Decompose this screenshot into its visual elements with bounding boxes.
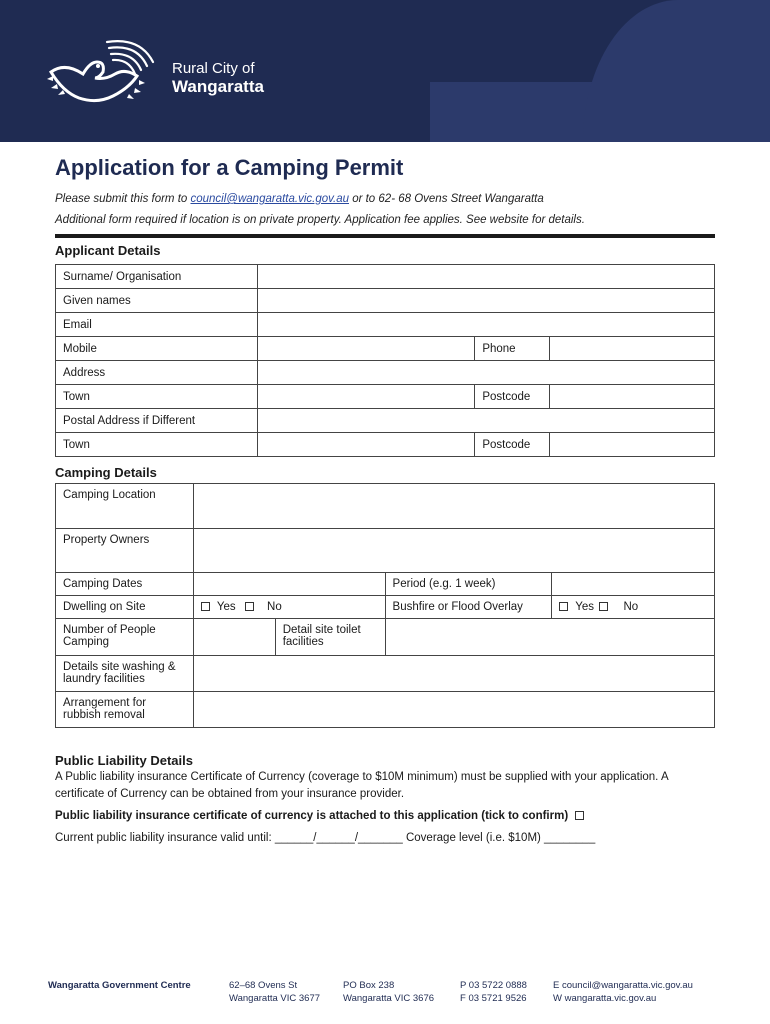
email-field[interactable] [257, 313, 714, 337]
camping-heading: Camping Details [55, 465, 157, 480]
table-row [56, 337, 715, 361]
footer-addr-line2: Wangaratta VIC 3677 [229, 993, 321, 1004]
overlay-yes-label: Yes [575, 601, 595, 613]
footer-addr-line1: 62–68 Ovens St [229, 980, 298, 991]
footer-address [229, 979, 320, 1005]
footer-fax: F 03 5721 9526 [460, 993, 527, 1004]
dwelling-no-label: No [267, 601, 282, 613]
label-postal-address: Postal Address if Different [56, 409, 258, 433]
label-camping-location: Camping Location [56, 484, 194, 529]
people-field[interactable] [193, 619, 275, 656]
label-property-owners: Property Owners [56, 529, 194, 573]
camping-dates-field[interactable] [193, 573, 385, 596]
toilet-field[interactable] [385, 619, 714, 656]
footer-org: Wangaratta Government Centre [48, 980, 191, 991]
liability-heading: Public Liability Details [55, 753, 193, 768]
dwelling-no-checkbox[interactable] [245, 602, 254, 611]
intro-prefix: Please submit this form to [55, 193, 191, 205]
footer-web[interactable]: W wangaratta.vic.gov.au [553, 993, 657, 1004]
intro-line2: Additional form required if location is on private property. Application fee applies. See website for details. [55, 214, 585, 226]
dwelling-yes-label: Yes [216, 601, 236, 613]
table-row [56, 385, 715, 409]
overlay-no-checkbox[interactable] [599, 602, 608, 611]
email-link[interactable]: council@wangaratta.vic.gov.au [190, 193, 349, 205]
postal-address-field[interactable] [257, 409, 714, 433]
town-field[interactable] [257, 385, 475, 409]
label-postcode-2: Postcode [475, 433, 550, 457]
label-overlay: Bushfire or Flood Overlay [385, 596, 552, 619]
header-banner [0, 0, 770, 142]
camping-table [55, 483, 715, 728]
label-washing: Details site washing & laundry facilities [56, 656, 194, 692]
label-town: Town [56, 385, 258, 409]
table-row [56, 596, 715, 619]
table-row [56, 619, 715, 656]
label-surname: Surname/ Organisation [56, 265, 258, 289]
footer-po-line2: Wangaratta VIC 3676 [343, 993, 435, 1004]
table-row [56, 265, 715, 289]
footer-email[interactable]: E council@wangaratta.vic.gov.au [553, 980, 693, 991]
label-dwelling: Dwelling on Site [56, 596, 194, 619]
overlay-options [552, 596, 715, 619]
table-row [56, 529, 715, 573]
label-postcode: Postcode [475, 385, 550, 409]
intro-line1 [55, 193, 544, 205]
label-rubbish: Arrangement for rubbish removal [56, 692, 194, 728]
liability-confirm [55, 808, 715, 825]
washing-field[interactable] [193, 656, 714, 692]
rubbish-field[interactable] [193, 692, 714, 728]
footer-po [343, 979, 434, 1005]
liability-valid-until[interactable]: Current public liability insurance valid until: ______/______/_______ Coverage level (i.e. $10M) ________ [55, 832, 596, 844]
label-people: Number of People Camping [56, 619, 194, 656]
table-row [56, 656, 715, 692]
town-2-field[interactable] [257, 433, 475, 457]
label-town-2: Town [56, 433, 258, 457]
logo-line1: Rural City of [172, 60, 255, 77]
dwelling-yes-checkbox[interactable] [201, 602, 210, 611]
camping-location-field[interactable] [193, 484, 714, 529]
label-phone: Phone [475, 337, 550, 361]
label-toilet: Detail site toilet facilities [275, 619, 385, 656]
page-title: Application for a Camping Permit [55, 155, 404, 180]
logo-line2: Wangaratta [172, 77, 264, 96]
table-row [56, 484, 715, 529]
footer-phone: P 03 5722 0888 [460, 980, 527, 991]
label-camping-dates: Camping Dates [56, 573, 194, 596]
header-shape-arch [583, 0, 770, 142]
label-email: Email [56, 313, 258, 337]
footer-phones [460, 979, 527, 1005]
label-period: Period (e.g. 1 week) [385, 573, 552, 596]
phone-field[interactable] [550, 337, 715, 361]
swan-emblem-icon [45, 32, 160, 112]
logo-text [172, 60, 264, 96]
footer-contact [553, 979, 693, 1005]
overlay-no-label: No [623, 601, 639, 613]
postcode-2-field[interactable] [550, 433, 715, 457]
applicant-table [55, 264, 715, 457]
given-names-field[interactable] [257, 289, 714, 313]
footer-po-line1: PO Box 238 [343, 980, 395, 991]
overlay-yes-checkbox[interactable] [559, 602, 568, 611]
label-address: Address [56, 361, 258, 385]
intro-suffix: or to 62- 68 Ovens Street Wangaratta [349, 193, 544, 205]
property-owners-field[interactable] [193, 529, 714, 573]
mobile-field[interactable] [257, 337, 475, 361]
surname-field[interactable] [257, 265, 714, 289]
table-row [56, 433, 715, 457]
period-field[interactable] [552, 573, 715, 596]
liability-confirm-label: Public liability insurance certificate of currency is attached to this application (tick to confirm) [55, 810, 569, 822]
label-given-names: Given names [56, 289, 258, 313]
table-row [56, 573, 715, 596]
postcode-field[interactable] [550, 385, 715, 409]
table-row [56, 409, 715, 433]
table-row [56, 692, 715, 728]
address-field[interactable] [257, 361, 714, 385]
label-mobile: Mobile [56, 337, 258, 361]
applicant-heading: Applicant Details [55, 243, 161, 258]
table-row [56, 289, 715, 313]
section-divider [55, 234, 715, 238]
liability-confirm-checkbox[interactable] [575, 811, 584, 820]
table-row [56, 313, 715, 337]
dwelling-options [193, 596, 385, 619]
liability-paragraph: A Public liability insurance Certificate of Currency (coverage to $10M minimum) must be supplied with your application. A certificate of Currency can be obtained from your insurance provider. [55, 771, 668, 800]
table-row [56, 361, 715, 385]
